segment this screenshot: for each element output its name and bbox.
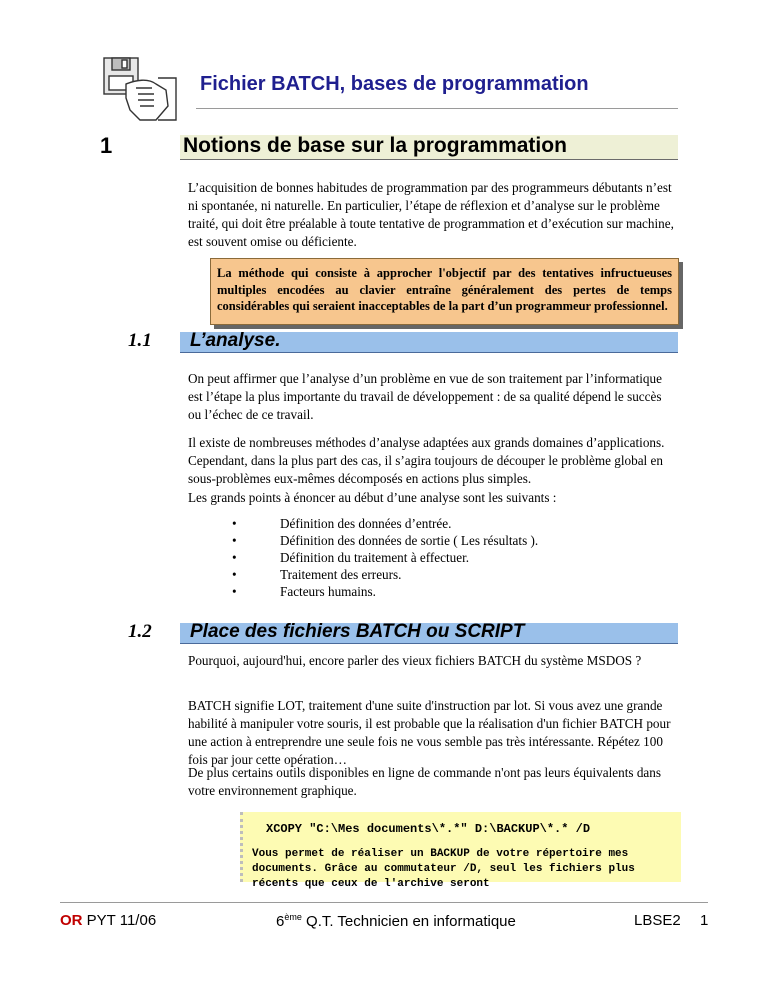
batch-paragraph-2: BATCH signifie LOT, traitement d'une suite d'instruction par lot. Si vous avez une grande habilité à manipuler votre souris, il est probable que la réalisation d'un fichier BATCH pour une action à entreprendre une seule fois ne vous semble pas très intéressante. Répétez 100 fois par jour cette opération… xyxy=(188,698,671,767)
analysis-paragraph-2: Il existe de nombreuses méthodes d’analyse adaptées aux grands domaines d’applications. Cependant, dans la plus part des cas, il s’agira toujours de découper le problème global en sous-problèmes eux-mêmes décomposés en actions plus simples. xyxy=(188,435,665,486)
list-item: • Définition des données de sortie ( Les résultats ). xyxy=(232,532,538,549)
list-item: • Définition du traitement à effectuer. xyxy=(232,549,538,566)
footer-grade: 6 xyxy=(276,913,285,930)
section-title: L’analyse. xyxy=(190,330,281,351)
chapter-title: Notions de base sur la programmation xyxy=(183,134,567,157)
list-item: • Définition des données d’entrée. xyxy=(232,515,538,532)
footer-course xyxy=(276,912,516,930)
page-number: 1 xyxy=(700,912,709,929)
warning-text: La méthode qui consiste à approcher l'objectif par des tentatives infructueuses multiples encodées au clavier entraîne généralement des pertes de temps considérables qui seraient inacceptables de la part d’un programmeur professionnel. xyxy=(217,266,672,313)
section-title: Place des fichiers BATCH ou SCRIPT xyxy=(190,621,525,642)
analysis-paragraph-3: Les grands points à énoncer au début d’une analyse sont les suivants : xyxy=(188,490,557,505)
chapter-intro-paragraph: L’acquisition de bonnes habitudes de programmation par des programmeurs débutants n’est ni spontanée, ni naturelle. En particulier, l’étape de réflexion et d’analyse sur le problème traité, qui doit être préalable à toute tentative de programmation et d’exécution sur machine, est souvent omise ou déficiente. xyxy=(188,180,674,249)
footer-grade-suffix: ème xyxy=(284,912,302,922)
footer-course-name: Q.T. Technicien en informatique xyxy=(301,913,516,930)
section-number: 1.2 xyxy=(128,621,152,642)
code-command: XCOPY "C:\Mes documents\*.*" D:\BACKUP\*.* /D xyxy=(266,822,591,836)
footer-divider xyxy=(60,902,708,903)
list-item: • Traitement des erreurs. xyxy=(232,566,538,583)
batch-paragraph-3: De plus certains outils disponibles en ligne de commande n'ont pas leurs équivalents dans votre environnement graphique. xyxy=(188,765,661,798)
warning-box xyxy=(210,258,679,325)
batch-paragraph-1: Pourquoi, aujourd'hui, encore parler des vieux fichiers BATCH du système MSDOS ? xyxy=(188,653,642,668)
section-number: 1.1 xyxy=(128,330,152,351)
document-title: Fichier BATCH, bases de programmation xyxy=(200,73,589,95)
analysis-paragraph-1: On peut affirmer que l’analyse d’un problème en vue de son traitement par l’informatique est l’étape la plus importante du travail de développement : de sa qualité dépend le succès ou l’échec de ce travail. xyxy=(188,371,662,422)
analysis-points-list xyxy=(232,515,538,600)
chapter-number: 1 xyxy=(100,133,113,158)
code-description: Vous permet de réaliser un BACKUP de votre répertoire mes documents. Grâce au commutateur /D, seul les fichiers plus récents que ceux de l'archive seront xyxy=(252,848,635,890)
footer-or-label: OR xyxy=(60,912,83,929)
footer-code: LBSE2 xyxy=(634,912,681,929)
footer-author-date: PYT 11/06 xyxy=(86,912,157,929)
header-divider xyxy=(196,108,678,109)
list-item: • Facteurs humains. xyxy=(232,583,538,600)
floppy-disk-hand-icon xyxy=(96,54,180,126)
footer-author xyxy=(60,912,156,929)
